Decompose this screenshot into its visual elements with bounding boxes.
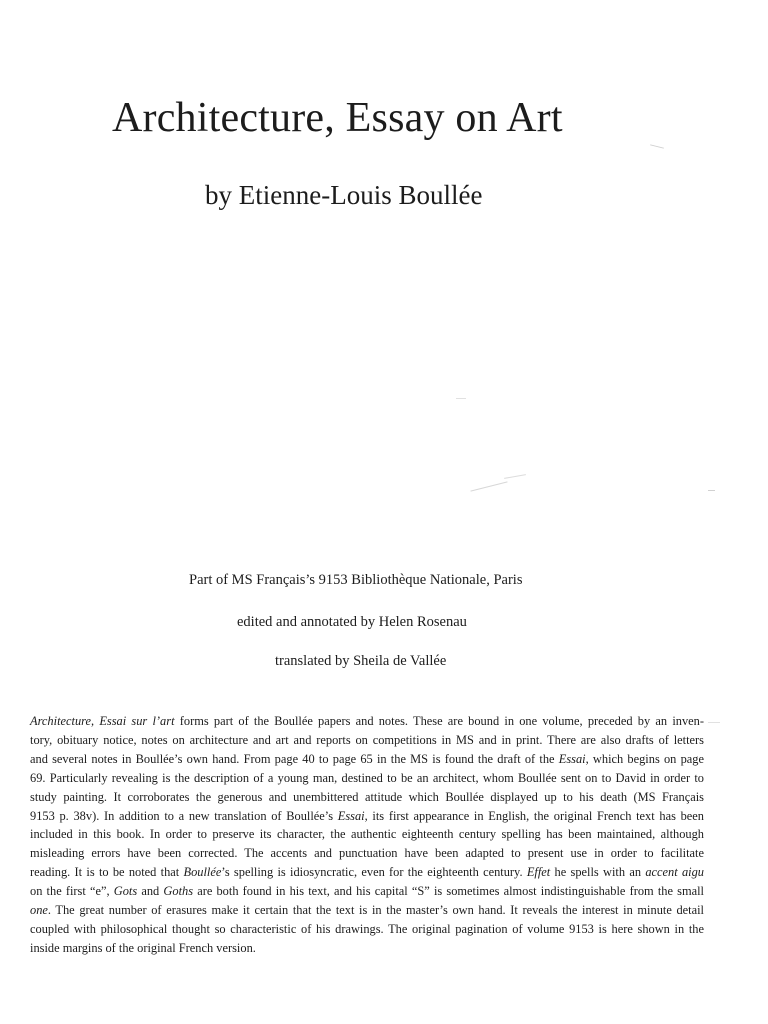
scan-speck <box>708 722 720 723</box>
scan-speck <box>504 474 526 479</box>
source-credit: Part of MS Français’s 9153 Bibliothèque Nationale, Paris <box>189 572 523 588</box>
intro-line: coupled with philosophical thought so characteristic of his drawings. The original pagination of volume 9153 is here shown in the <box>30 921 704 936</box>
intro-italic-text: Gots <box>113 884 138 899</box>
intro-paragraph <box>30 712 704 958</box>
intro-italic-text: Goths <box>163 884 194 899</box>
intro-line: reading. It is to be noted that Boullée’s spelling is idiosyncratic, even for the eighteenth century. Effet he spells with an accent aigu <box>30 865 704 880</box>
intro-line: included in this book. In order to preserve its character, the authentic eighteenth century spelling has been maintained, although <box>30 827 704 842</box>
document-title: Architecture, Essay on Art <box>112 95 563 141</box>
intro-line: 69. Particularly revealing is the description of a young man, destined to be an architect, whom Boullée sent on to David in order to <box>30 770 704 785</box>
scan-speck <box>470 481 507 491</box>
intro-line: and several notes in Boullée’s own hand. From page 40 to page 65 in the MS is found the draft of the Essai, which begins on page <box>30 751 704 766</box>
intro-italic-text: one <box>30 903 48 918</box>
intro-line: inside margins of the original French version. <box>30 940 256 955</box>
intro-line: study painting. It corroborates the generous and unembittered attitude which Boullée displayed up to his death (MS Français <box>30 789 704 804</box>
translator-credit: translated by Sheila de Vallée <box>275 653 447 669</box>
intro-line: 9153 p. 38v). In addition to a new translation of Boullée’s Essai, its first appearance in English, the original French text has been <box>30 808 704 823</box>
intro-line: one. The great number of erasures make it certain that the text is in the master’s own hand. It reveals the interest in minute detail <box>30 903 704 918</box>
intro-italic-text: Essai <box>337 808 365 823</box>
scan-speck <box>708 490 715 491</box>
intro-line: misleading errors have been corrected. The accents and punctuation have been adapted to present use in order to facilitate <box>30 846 704 861</box>
editor-credit: edited and annotated by Helen Rosenau <box>237 614 467 630</box>
intro-line: on the first “e”, Gots and Goths are both found in his text, and his capital “S” is sometimes almost indistinguishable from the small <box>30 884 705 899</box>
scan-speck <box>650 144 664 148</box>
intro-italic-text: Essai <box>558 751 586 766</box>
intro-italic-text: Architecture, Essai sur l’art <box>30 714 175 728</box>
author-line: by Etienne-Louis Boullée <box>205 180 483 210</box>
intro-italic-text: accent aigu <box>645 865 704 880</box>
scan-speck <box>456 398 466 399</box>
intro-italic-text: Effet <box>526 865 551 880</box>
intro-italic-text: Boullée <box>183 865 222 880</box>
intro-line: Architecture, Essai sur l’art forms part of the Boullée papers and notes. These are bound in one volume, preceded by an inven- <box>30 714 704 728</box>
intro-line: tory, obituary notice, notes on architecture and art and reports on competitions in MS and in print. There are also drafts of letters <box>30 732 704 747</box>
